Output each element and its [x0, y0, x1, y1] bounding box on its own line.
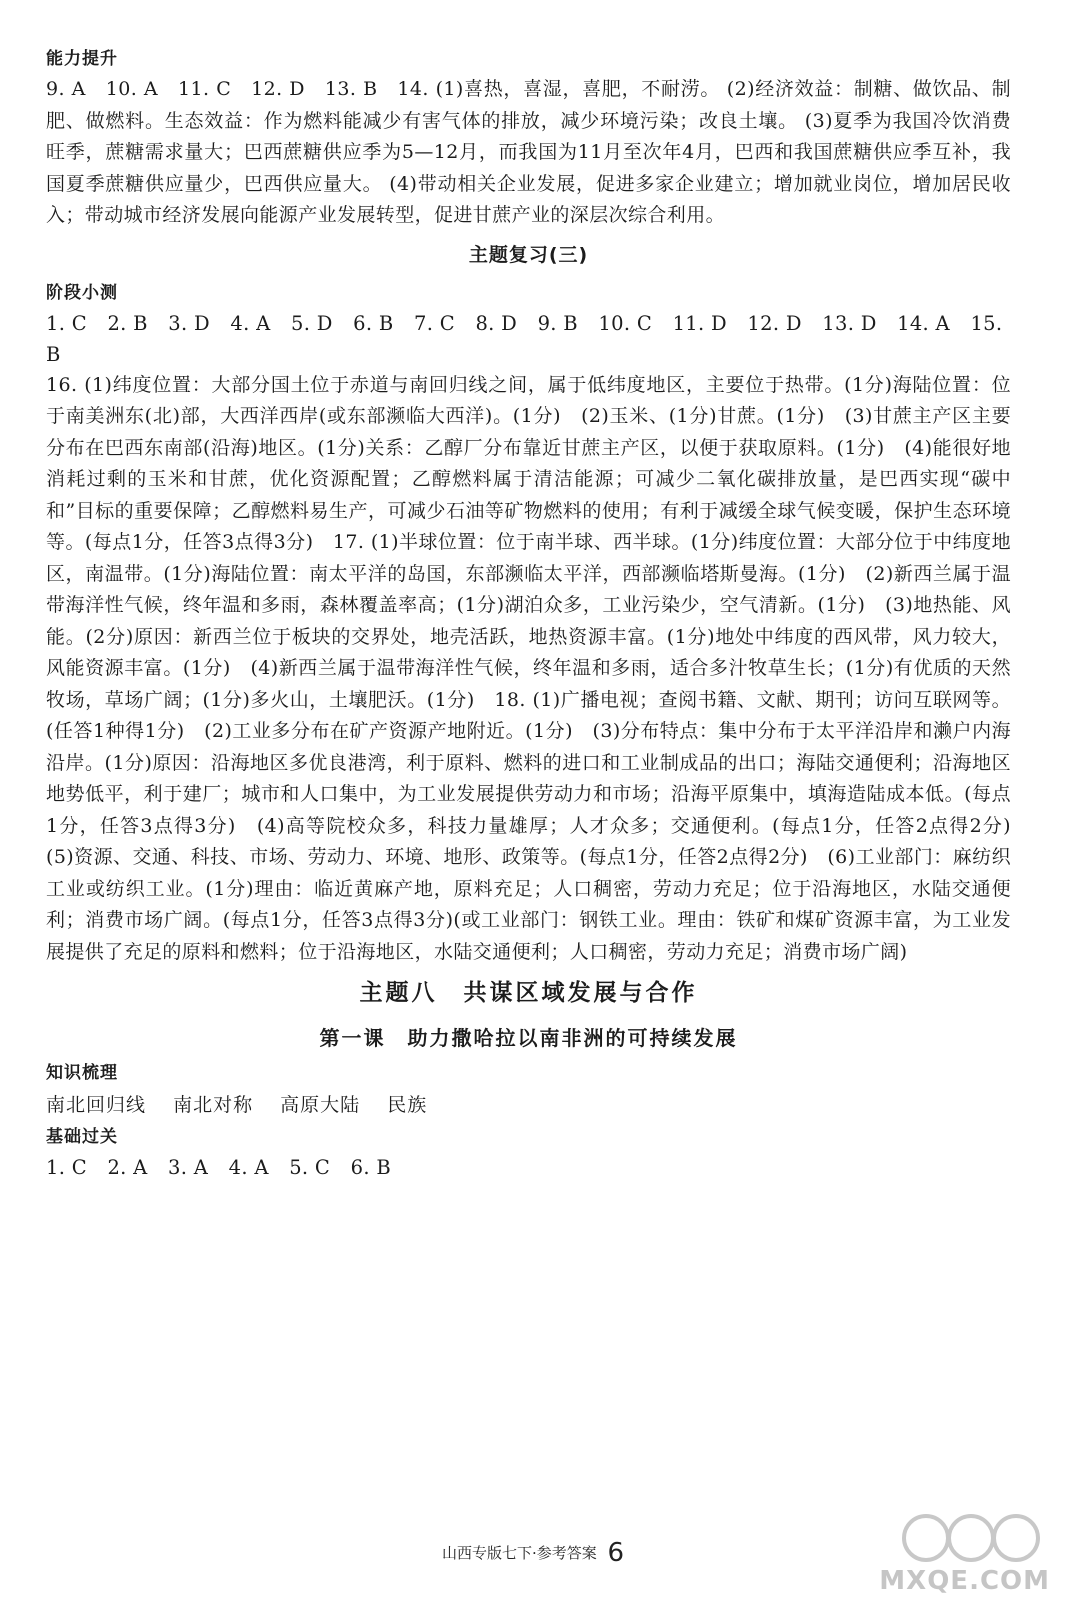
choice-answer: 14. A — [897, 311, 950, 335]
choice-answer: 3. A — [168, 1156, 209, 1179]
choice-answer: 6. B — [350, 1156, 391, 1179]
section-label-test: 阶段小测 — [46, 282, 118, 303]
section-label-basic: 基础过关 — [46, 1127, 118, 1147]
test-choice-answers — [46, 308, 1011, 370]
ability-answers-text: 9. A 10. A 11. C 12. D 13. B 14. (1)喜热，喜湿，喜肥，不耐涝。 (2)经济效益：制糖、做饮品、制肥、做燃料。生态效益：作为燃料能减少有害气体的排放，减少环境污染；改良土壤。 (3)夏季为我国冷饮消费旺季，蔗糖需求量大；巴西蔗糖供应季为5—12月，而我国为11月至次年4月，巴西和我国蔗糖供应季互补，我国夏季蔗糖供应量少，巴西供应量大。 (4)带动相关企业发展，促进多家企业建立；增加就业岗位，增加居民收入；带动城市经济发展向能源产业发展转型，促进甘蔗产业的深层次综合利用。 — [46, 78, 1011, 226]
review-title: 主题复习(三) — [468, 243, 589, 266]
choice-answer: 12. D — [747, 311, 802, 335]
test-answers-text: 16. (1)纬度位置：大部分国土位于赤道与南回归线之间，属于低纬度地区，主要位于热带。(1分)海陆位置：位于南美洲东(北)部，大西洋西岸(或东部濒临大西洋)。(1分) (2)玉米、(1分)甘蔗。(1分) (3)甘蔗主产区主要分布在巴西东南部(沿海)地区。(1分)关系：乙醇厂分布靠近甘蔗主产区，以便于获取原料。(1分) (4)能很好地消耗过剩的玉米和甘蔗，优化资源配置；乙醇燃料属于清洁能源；可减少二氧化碳排放量，是巴西实现“碳中和”目标的重要保障；乙醇燃料易生产，可减少石油等矿物燃料的使用；有利于减缓全球气候变暖，保护生态环境等。(每点1分，任答3点得3分) 17. (1)半球位置：位于南半球、西半球。(1分)纬度位置：大部分位于中纬度地区，南温带。(1分)海陆位置：南太平洋的岛国，东部濒临太平洋，西部濒临塔斯曼海。(1分) (2)新西兰属于温带海洋性气候，终年温和多雨，森林覆盖率高；(1分)湖泊众多，工业污染少，空气清新。(1分) (3)地热能、风能。(2分)原因：新西兰位于板块的交界处，地壳活跃，地热资源丰富。(1分)地处中纬度的西风带，风力较大，风能资源丰富。(1分) (4)新西兰属于温带海洋性气候，终年温和多雨，适合多汁牧草生长；(1分)有优质的天然牧场，草场广阔；(1分)多火山，土壤肥沃。(1分) 18. (1)广播电视；查阅书籍、文献、期刊；访问互联网等。(任答1种得1分) (2)工业多分布在矿产资源产地附近。(1分) (3)分布特点：集中分布于太平洋沿岸和濑户内海沿岸。(1分)原因：沿海地区多优良港湾，利于原料、燃料的进口和工业制成品的出口；海陆交通便利；沿海地区地势低平，利于建厂；城市和人口集中，为工业发展提供劳动力和市场；沿海平原集中，填海造陆成本低。(每点1分，任答3点得3分) (4)高等院校众多，科技力量雄厚；人才众多；交通便利。(每点1分，任答2点得2分) (5)资源、交通、科技、市场、劳动力、环境、地形、政策等。(每点1分，任答2点得2分) (6)工业部门：麻纺织工业或纺织工业。(1分)理由：临近黄麻产地，原料充足；人口稠密，劳动力充足；位于沿海地区，水陆交通便利；消费市场广阔。(每点1分，任答3点得3分)(或工业部门：钢铁工业。理由：铁矿和煤矿资源丰富，为工业发展提供了充足的原料和燃料；位于沿海地区，水陆交通便利；人口稠密，劳动力充足；消费市场广阔) — [46, 373, 1031, 963]
knowledge-item: 民族 — [387, 1094, 428, 1116]
choice-answer: 1. C — [46, 1156, 87, 1179]
choice-answer: 9. B — [537, 311, 578, 335]
choice-answer: 2. B — [107, 311, 148, 335]
choice-answer: 4. A — [228, 1156, 269, 1179]
choice-answer: 4. A — [230, 311, 271, 335]
choice-answer: 5. D — [291, 311, 333, 335]
choice-answer: 2. A — [107, 1156, 148, 1179]
choice-answer: 8. D — [475, 311, 518, 335]
knowledge-items — [46, 1088, 1011, 1122]
knowledge-item: 南北对称 — [173, 1094, 254, 1116]
choice-answer: 3. D — [168, 311, 210, 335]
footer-text: 山西专版七下·参考答案 — [441, 1544, 597, 1562]
choice-answer: 11. D — [672, 311, 727, 335]
knowledge-item: 南北回归线 — [46, 1094, 147, 1116]
choice-answer: 13. D — [822, 311, 877, 335]
choice-answer: 6. B — [353, 311, 394, 335]
basic-choice-answers — [46, 1152, 1011, 1183]
watermark-text: MXQE.COM — [879, 1566, 1050, 1596]
lesson-title: 第一课 助力撒哈拉以南非洲的可持续发展 — [319, 1026, 738, 1050]
theme-title: 主题八 共谋区域发展与合作 — [359, 980, 698, 1006]
page-content — [46, 44, 1031, 1183]
section-label-ability: 能力提升 — [46, 49, 118, 69]
choice-answer: 1. C — [46, 311, 87, 335]
choice-answer: 10. C — [598, 311, 653, 335]
choice-answer: 15. B — [46, 311, 1003, 366]
page-number: 6 — [607, 1538, 625, 1568]
knowledge-item: 高原大陆 — [280, 1094, 361, 1116]
section-label-knowledge: 知识梳理 — [46, 1063, 118, 1083]
choice-answer: 7. C — [414, 311, 455, 335]
choice-answer: 5. C — [289, 1156, 331, 1179]
